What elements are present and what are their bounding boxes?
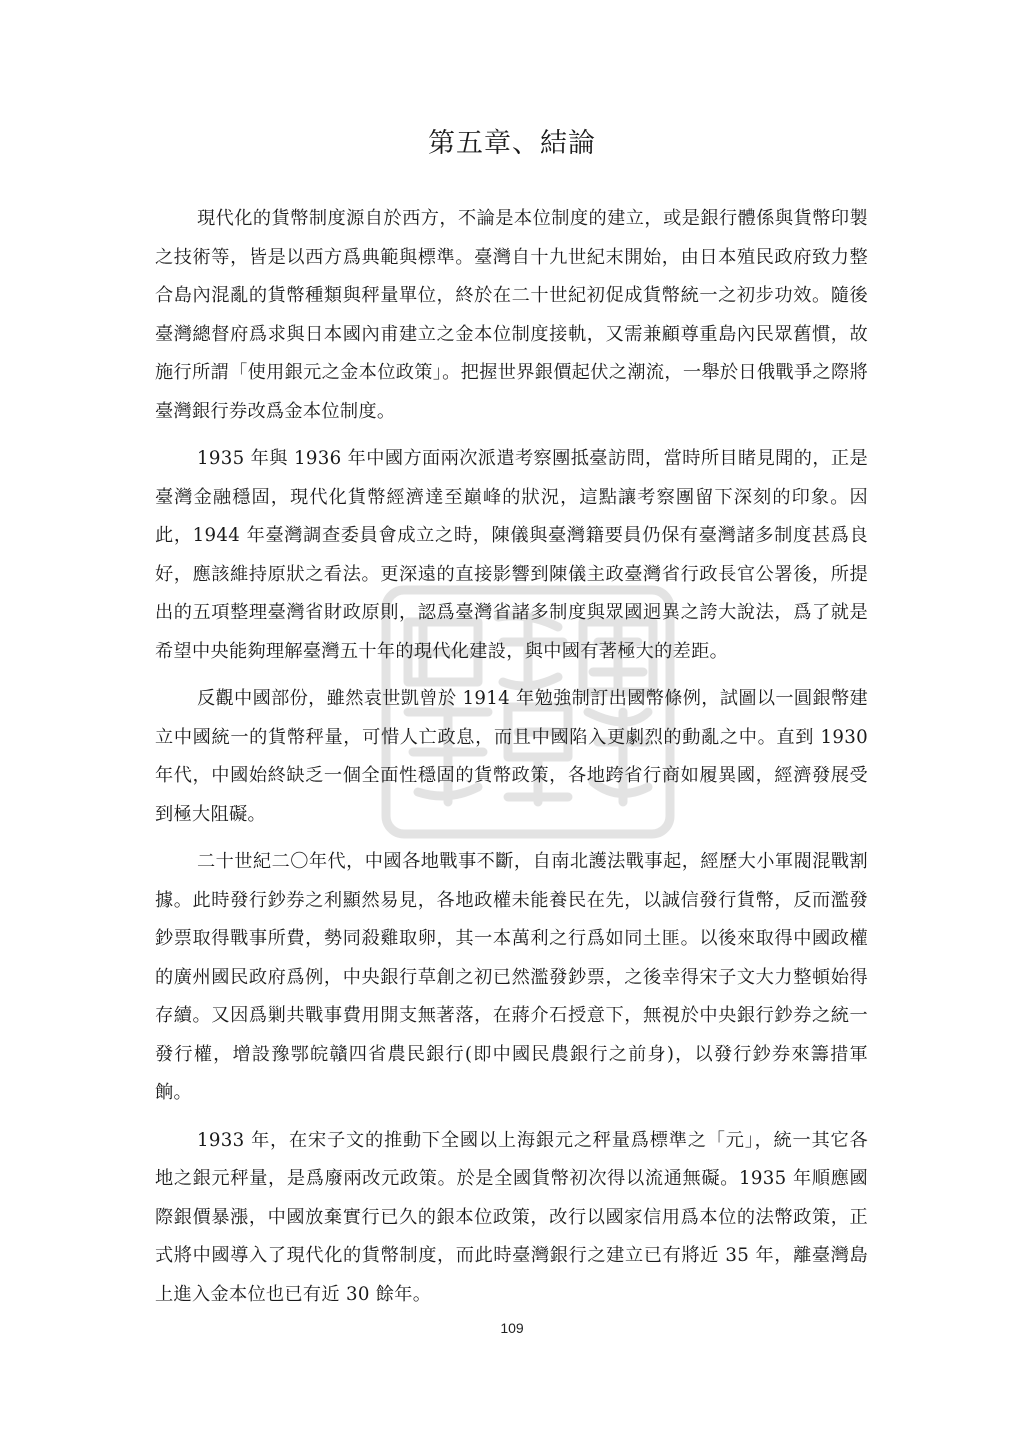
chapter-title: 第五章、結論	[428, 128, 596, 159]
paragraph-4: 二十世紀二〇年代，中國各地戰事不斷，自南北護法戰事起，經歷大小軍閥混戰割據。此時發行鈔券之利顯然易見，各地政權未能養民在先，以誠信發行貨幣，反而濫發鈔票取得戰事所費，勢同殺雞取卵，其一本萬利之行爲如同土匪。以後來取得中國政權的廣州國民政府爲例，中央銀行草創之初已然濫發鈔票，之後幸得宋子文大力整頓始得存續。又因爲剿共戰事費用開支無著落，在蔣介石授意下，無視於中央銀行鈔券之統一發行權，增設豫鄂皖贛四省農民銀行(即中國民農銀行之前身)，以發行鈔券來籌措軍餉。	[155, 851, 868, 1103]
body-text	[155, 200, 868, 1323]
paragraph-5: 1933 年，在宋子文的推動下全國以上海銀元之秤量爲標準之「元」，統一其它各地之銀元秤量，是爲廢兩改元政策。於是全國貨幣初次得以流通無礙。1935 年順應國際銀價暴漲，中國放棄實行已久的銀本位政策，改行以國家信用爲本位的法幣政策，正式將中國導入了現代化的貨幣制度，而此時臺灣銀行之建立已有將近 35 年，離臺灣島上進入金本位也已有近 30 餘年。	[155, 1129, 868, 1305]
page-number: 109	[500, 1320, 524, 1336]
paragraph-3: 反觀中國部份，雖然袁世凱曾於 1914 年勉強制訂出國幣條例，試圖以一圓銀幣建立中國統一的貨幣秤量，可惜人亡政息，而且中國陷入更劇烈的動亂之中。直到 1930 年代，中國始終缺乏一個全面性穩固的貨幣政策，各地跨省行商如履異國，經濟發展受到極大阻礙。	[155, 688, 868, 825]
paragraph-2: 1935 年與 1936 年中國方面兩次派遣考察團抵臺訪問，當時所目睹見聞的，正是臺灣金融穩固，現代化貨幣經濟達至巔峰的狀況，這點讓考察團留下深刻的印象。因此，1944 年臺灣調查委員會成立之時，陳儀與臺灣籍要員仍保有臺灣諸多制度甚爲良好，應該維持原狀之看法。更深遠的直接影響到陳儀主政臺灣省行政長官公署後，所提出的五項整理臺灣省財政原則，認爲臺灣省諸多制度與眾國迥異之誇大說法，爲了就是希望中央能夠理解臺灣五十年的現代化建設，與中國有著極大的差距。	[155, 448, 868, 662]
paragraph-1: 現代化的貨幣制度源自於西方，不論是本位制度的建立，或是銀行體係與貨幣印製之技術等，皆是以西方爲典範與標準。臺灣自十九世紀末開始，由日本殖民政府致力整合島內混亂的貨幣種類與秤量單位，終於在二十世紀初促成貨幣統一之初步功效。隨後臺灣總督府爲求與日本國內甫建立之金本位制度接軌，又需兼顧尊重島內民眾舊慣，故施行所謂「使用銀元之金本位政策」。把握世界銀價起伏之潮流，一舉於日俄戰爭之際將臺灣銀行券改爲金本位制度。	[155, 208, 868, 422]
